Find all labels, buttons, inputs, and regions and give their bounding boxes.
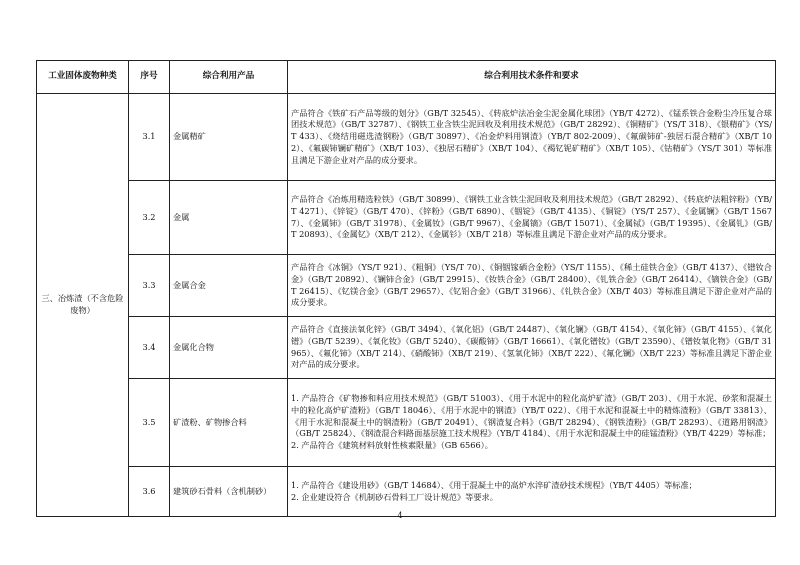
product-cell: 矿渣粉、矿物掺合料: [170, 379, 288, 467]
header-product: 综合利用产品: [170, 61, 288, 94]
table-row: [37, 94, 776, 181]
product-cell: 金属化合物: [170, 317, 288, 379]
table-row: [37, 317, 776, 379]
table-row: [37, 181, 776, 255]
page-number: 4: [397, 511, 403, 520]
standards-table: [36, 60, 776, 517]
seq-cell: 3.6: [129, 467, 170, 517]
product-cell: 建筑砂石骨料（含机制砂）: [170, 467, 288, 517]
requirements-cell: 产品符合《冶炼用精选粒铁》（GB/T 30899）、《钢铁工业含铁尘泥回收及利用技术规范》（GB/T 28292）、《转底炉法粗锌粉》（YB/T 4271）、《锌锭》（GB/T 470）、《锌粉》（GB/T 6890）、《铟锭》（GB/T 4135）、《铜锭》（YS/T 257）、《金属镧》（GB/T 15677）、《金属铈》（GB/T 31978）、《金属钕》（GB/T 9967）、《金属镝》（GB/T 15071）、《金属铽》（GB/T 19395）、《金属钆》（GB/T 20893）、《金属钇》（XB/T 212）、《金属钐》（XB/T 218）等标准且满足下游企业对产品的成分要求。: [288, 181, 776, 255]
seq-cell: 3.2: [129, 181, 170, 255]
table-row: [37, 255, 776, 317]
seq-cell: 3.3: [129, 255, 170, 317]
seq-cell: 3.1: [129, 94, 170, 181]
seq-cell: 3.5: [129, 379, 170, 467]
requirements-cell: 1. 产品符合《矿物掺和料应用技术规范》（GB/T 51003）、《用于水泥中的粒化高炉矿渣》（GB/T 203）、《用于水泥、砂浆和混凝土中的粒化高炉矿渣粉》（GB/T 18046）、《用于水泥中的钢渣》（YB/T 022）、《用于水泥和混凝土中的精炼渣粉》（GB/T 33813）、《用于水泥和混凝土中的钢渣粉》（GB/T 20491）、《钢渣复合料》（GB/T 28294）、《钢铁渣粉》（GB/T 28293）、《道路用钢渣》（GB/T 25824）、《钢渣混合料路面基层施工技术规程》（YB/T 4184）、《用于水泥和混凝土中的硅锰渣粉》（YB/T 4229）等标准； 2. 产品符合《建筑材料放射性核素限量》（GB 6566）。: [288, 379, 776, 467]
table-row: [37, 467, 776, 517]
header-category: 工业固体废物种类: [37, 61, 129, 94]
seq-cell: 3.4: [129, 317, 170, 379]
requirements-cell: 产品符合《直接法氧化锌》（GB/T 3494）、《氧化铝》（GB/T 24487）、《氧化镧》（GB/T 4154）、《氧化铈》（GB/T 4155）、《氧化镨》（GB/T 5239）、《氧化钕》（GB/T 5240）、《碳酸铈》（GB/T 16661）、《氧化镨钕》（GB/T 23590）、《镨钕氧化物》（GB/T 31965）、《氟化铈》（XB/T 214）、《硝酸铈》（XB/T 219）、《氢氧化铈》（XB/T 222）、《氟化镧》（XB/T 223）等标准且满足下游企业对产品的成分要求。: [288, 317, 776, 379]
category-cell: 三、冶炼渣（不含危险废物）: [37, 94, 129, 517]
requirements-cell: 产品符合《铁矿石产品等级的划分》（GB/T 32545）、《转底炉法冶金尘泥金属化球团》（YB/T 4272）、《锰系铁合金粉尘冷压复合球团技术规范》（GB/T 32787）、《钢铁工业含铁尘泥回收及利用技术规范》（GB/T 28292）、《铜精矿》（YS/T 318）、《银精矿》（YS/T 433）、《烧结用磁选渣钢粉》（GB/T 30897）、《冶金炉料用钢渣》（YB/T 802-2009）、《氟碳铈矿-独居石混合精矿》（XB/T 102）、《氟碳铈镧矿精矿》（XB/T 103）、《独居石精矿》（XB/T 104）、《褐钇铌矿精矿》（XB/T 105）、《钴精矿》（YS/T 301）等标准且满足下游企业对产品的成分要求。: [288, 94, 776, 181]
header-requirements: 综合利用技术条件和要求: [288, 61, 776, 94]
requirements-cell: 1. 产品符合《建设用砂》（GB/T 14684）、《用于混凝土中的高炉水淬矿渣砂技术规程》（YB/T 4405）等标准； 2. 企业建设符合《机制砂石骨料工厂设计规范》等要求。: [288, 467, 776, 517]
product-cell: 金属合金: [170, 255, 288, 317]
product-cell: 金属: [170, 181, 288, 255]
table-row: [37, 379, 776, 467]
table-header-row: [37, 61, 776, 94]
header-seq: 序号: [129, 61, 170, 94]
product-cell: 金属精矿: [170, 94, 288, 181]
requirements-cell: 产品符合《冰铜》（YS/T 921）、《粗铜》（YS/T 70）、《铜铟镓硒合金粉》（YS/T 1155）、《稀土硅铁合金》（GB/T 4137）、《镨钕合金》（GB/T 20892）、《镧铈合金》（GB/T 29915）、《钕铁合金》（GB/T 28400）、《钆铁合金》（GB/T 26414）、《镝铁合金》（GB/T 26415）、《钇镁合金》（GB/T 29657）、《钇铝合金》（GB/T 31966）、《钆铁合金》（XB/T 403）等标准且满足下游企业对产品的成分要求。: [288, 255, 776, 317]
